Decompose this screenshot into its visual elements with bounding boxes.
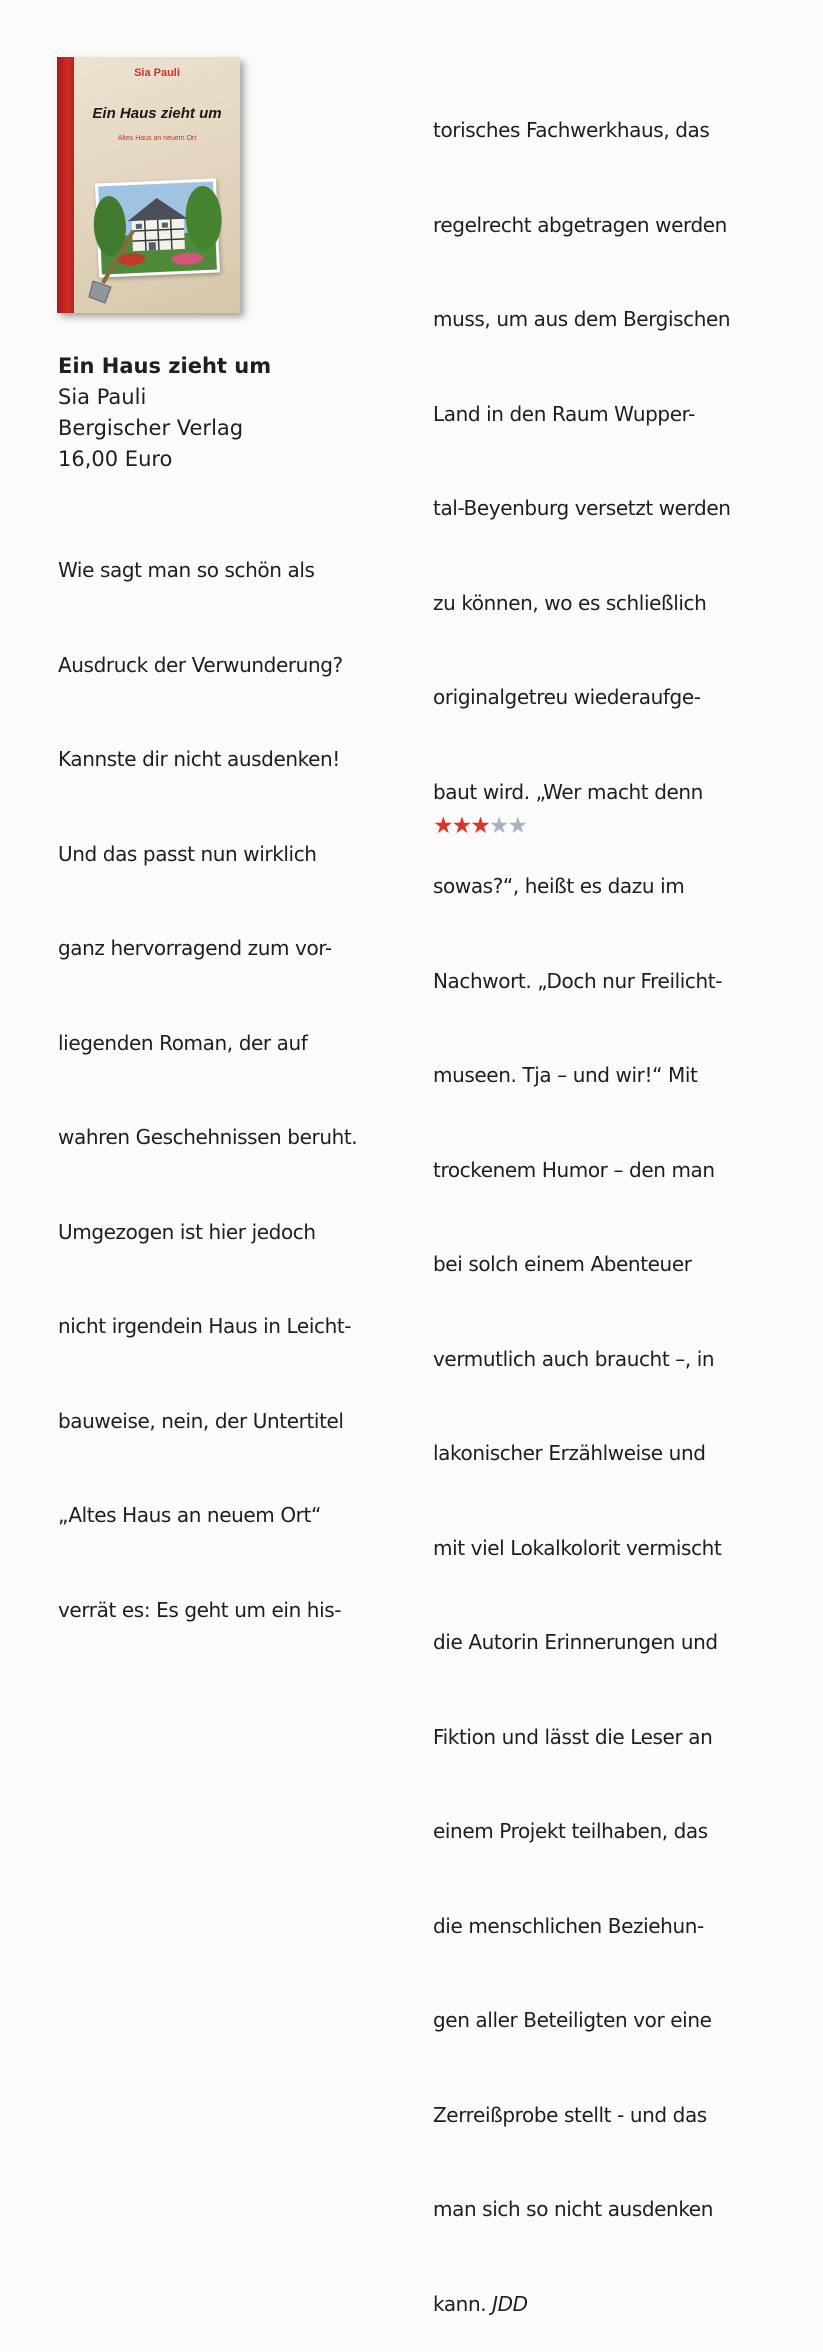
review-last-text: kann. bbox=[433, 2291, 493, 2316]
review-line: man sich so nicht ausdenken bbox=[433, 2197, 713, 2221]
cover-author: Sia Pauli bbox=[134, 67, 180, 79]
review-line: Umgezogen ist hier jedoch bbox=[58, 1219, 316, 1244]
star-filled-icon: ★ bbox=[433, 813, 452, 839]
review-line: originalgetreu wiederaufge- bbox=[433, 685, 701, 709]
review-line: liegenden Roman, der auf bbox=[58, 1030, 308, 1055]
review-column-right bbox=[433, 52, 731, 2352]
review-line: Nachwort. „Doch nur Freilicht- bbox=[433, 968, 723, 993]
review-line: Kannste dir nicht ausdenken! bbox=[58, 747, 340, 771]
review-line: tal-Beyenburg versetzt werden bbox=[433, 496, 731, 520]
book-info bbox=[58, 351, 271, 475]
review-line: torisches Fachwerkhaus, das bbox=[433, 118, 710, 142]
review-line: wahren Geschehnissen beruht. bbox=[58, 1125, 358, 1149]
star-filled-icon: ★ bbox=[451, 813, 471, 839]
review-line: ganz hervorragend zum vor- bbox=[58, 936, 332, 960]
star-filled-icon: ★ bbox=[470, 813, 489, 839]
review-line: bei solch einem Abenteuer bbox=[433, 1252, 692, 1276]
review-line: zu können, wo es schließlich bbox=[433, 590, 707, 615]
review-line: trockenem Humor – den man bbox=[433, 1157, 715, 1182]
book-publisher: Bergischer Verlag bbox=[58, 416, 244, 440]
review-line: Land in den Raum Wupper- bbox=[433, 401, 695, 426]
star-empty-icon: ★ bbox=[507, 813, 527, 839]
star-rating bbox=[433, 813, 526, 839]
review-line: muss, um aus dem Bergischen bbox=[433, 307, 731, 331]
shovel-icon bbox=[85, 227, 145, 307]
cover-subtitle: Altes Haus an neuem Ort bbox=[117, 135, 197, 142]
review-line: die Autorin Erinnerungen und bbox=[433, 1630, 718, 1654]
review-column-left bbox=[58, 492, 357, 1658]
review-line: mit viel Lokalkolorit vermischt bbox=[433, 1535, 722, 1560]
review-line: Zerreißprobe stellt - und das bbox=[433, 2102, 707, 2127]
review-line: Und das passt nun wirklich bbox=[58, 841, 317, 866]
review-line: bauweise, nein, der Untertitel bbox=[58, 1408, 344, 1433]
review-line: die menschlichen Beziehun- bbox=[433, 1913, 704, 1938]
review-line: Wie sagt man so schön als bbox=[58, 558, 315, 582]
review-line: vermutlich auch braucht –, in bbox=[433, 1346, 715, 1371]
review-line: museen. Tja – und wir!“ Mit bbox=[433, 1063, 698, 1087]
book-title: Ein Haus zieht um bbox=[58, 354, 272, 378]
book-cover bbox=[57, 57, 240, 313]
review-line: einem Projekt teilhaben, das bbox=[433, 1819, 708, 1843]
review-line: baut wird. „Wer macht denn bbox=[433, 779, 703, 804]
cover-title: Ein Haus zieht um bbox=[92, 105, 222, 122]
review-line: nicht irgendein Haus in Leicht- bbox=[58, 1314, 352, 1338]
review-line: lakonischer Erzählweise und bbox=[433, 1441, 706, 1465]
book-price: 16,00 Euro bbox=[58, 447, 173, 471]
review-line: „Altes Haus an neuem Ort“ bbox=[58, 1503, 321, 1527]
star-empty-icon: ★ bbox=[488, 813, 508, 839]
review-line: Ausdruck der Verwunderung? bbox=[58, 652, 343, 677]
review-line: gen aller Beteiligten vor eine bbox=[433, 2008, 712, 2032]
review-last-line bbox=[433, 2289, 731, 2321]
review-line: sowas?“, heißt es dazu im bbox=[433, 874, 685, 898]
review-line: Fiktion und lässt die Leser an bbox=[433, 1724, 713, 1749]
cover-spine bbox=[57, 57, 74, 313]
reviewer-initials: JDD bbox=[492, 2291, 528, 2316]
review-line: regelrecht abgetragen werden bbox=[433, 212, 727, 237]
review-line: verrät es: Es geht um ein his- bbox=[58, 1597, 342, 1622]
book-author: Sia Pauli bbox=[58, 385, 147, 409]
